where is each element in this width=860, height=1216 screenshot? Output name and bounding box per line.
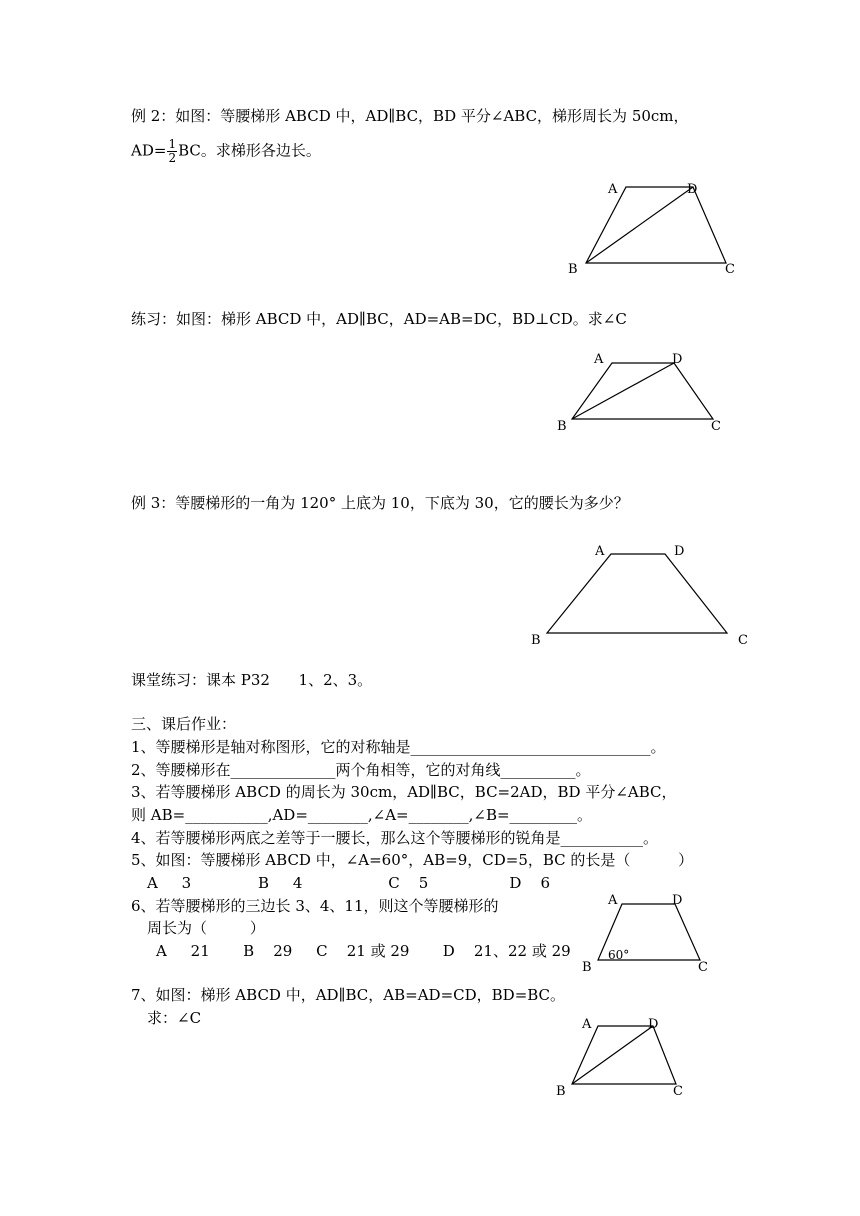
vertex-label-d: D	[648, 1017, 659, 1032]
vertex-label-c: C	[738, 633, 748, 648]
vertex-label-a: A	[594, 352, 604, 367]
vertex-label-a: A	[608, 182, 618, 197]
vertex-label-b: B	[531, 633, 541, 648]
homework-heading: 三、课后作业：	[131, 715, 237, 733]
homework-question-7-line-1: 7、如图：梯形 ABCD 中，AD∥BC，AB=AD=CD，BD=BC。	[131, 986, 566, 1004]
fraction-one-half	[167, 138, 177, 165]
vertex-label-d: D	[674, 544, 685, 559]
figure-question-5	[580, 888, 720, 978]
homework-question-6-line-1: 6、若等腰梯形的三边长 3、4、11，则这个等腰梯形的	[131, 897, 499, 915]
figure-question-7	[553, 1010, 703, 1110]
figure-example-3	[528, 538, 753, 650]
example-2-line-2-pre: AD=	[131, 141, 167, 160]
homework-question-3-line-2: 则 AB=___________,AD=________,∠A=________,∠B=_________。	[131, 806, 593, 824]
diagonal-bd	[586, 187, 693, 263]
homework-question-1: 1、等腰梯形是轴对称图形，它的对称轴是________________________________。	[131, 738, 666, 756]
vertex-label-c: C	[725, 262, 735, 277]
practice-line: 练习：如图：梯形 ABCD 中，AD∥BC，AD=AB=DC，BD⊥CD。求∠C	[131, 310, 627, 328]
example-3-line: 例 3：等腰梯形的一角为 120° 上底为 10，下底为 30，它的腰长为多少？	[131, 494, 629, 512]
homework-question-6-options: A 21 B 29 C 21 或 29 D 21、22 或 29	[156, 942, 571, 960]
vertex-label-c: C	[711, 419, 721, 434]
trapezoid-outline	[586, 187, 726, 263]
example-2-line-2-post: BC。求梯形各边长。	[178, 141, 321, 160]
diagonal-bd	[572, 1026, 653, 1084]
class-practice-line: 课堂练习：课本 P32 1、2、3。	[131, 671, 373, 689]
vertex-label-a: A	[608, 893, 618, 908]
vertex-label-a: A	[595, 544, 605, 559]
vertex-label-d: D	[672, 893, 683, 908]
vertex-label-c: C	[698, 960, 708, 975]
homework-question-6-line-2: 周长为（ ）	[147, 919, 265, 937]
vertex-label-b: B	[557, 419, 567, 434]
homework-question-7-line-2: 求：∠C	[147, 1009, 202, 1027]
vertex-label-b: B	[556, 1084, 566, 1099]
vertex-label-b: B	[582, 960, 592, 975]
trapezoid-outline	[547, 554, 727, 633]
vertex-label-d: D	[672, 352, 683, 367]
vertex-label-b: B	[568, 262, 578, 277]
vertex-label-d: D	[687, 182, 698, 197]
figure-example-2	[560, 175, 760, 280]
homework-question-4: 4、若等腰梯形两底之差等于一腰长，那么这个等腰梯形的锐角是___________。	[131, 829, 659, 847]
homework-question-2: 2、等腰梯形在______________两个角相等，它的对角线__________。	[131, 761, 591, 779]
diagonal-bd	[572, 363, 674, 419]
trapezoid-outline	[572, 1026, 676, 1084]
homework-question-5-options: A 3 B 4 C 5 D 6	[147, 874, 550, 892]
example-2-line-2	[131, 138, 321, 165]
figure-practice	[550, 345, 740, 435]
fraction-numerator: 1	[168, 137, 177, 151]
vertex-label-c: C	[673, 1084, 683, 1099]
trapezoid-outline	[572, 363, 713, 419]
homework-question-3-line-1: 3、若等腰梯形 ABCD 的周长为 30cm，AD∥BC，BC=2AD，BD 平分∠ABC，	[131, 783, 677, 801]
homework-question-5: 5、如图：等腰梯形 ABCD 中，∠A=60°，AB=9，CD=5，BC 的长是（ ）	[131, 851, 694, 869]
angle-label: 60°	[608, 948, 630, 962]
vertex-label-a: A	[582, 1017, 592, 1032]
fraction-denominator: 2	[168, 151, 177, 165]
example-2-line-1: 例 2：如图：等腰梯形 ABCD 中，AD∥BC，BD 平分∠ABC，梯形周长为 50cm，	[131, 107, 689, 125]
